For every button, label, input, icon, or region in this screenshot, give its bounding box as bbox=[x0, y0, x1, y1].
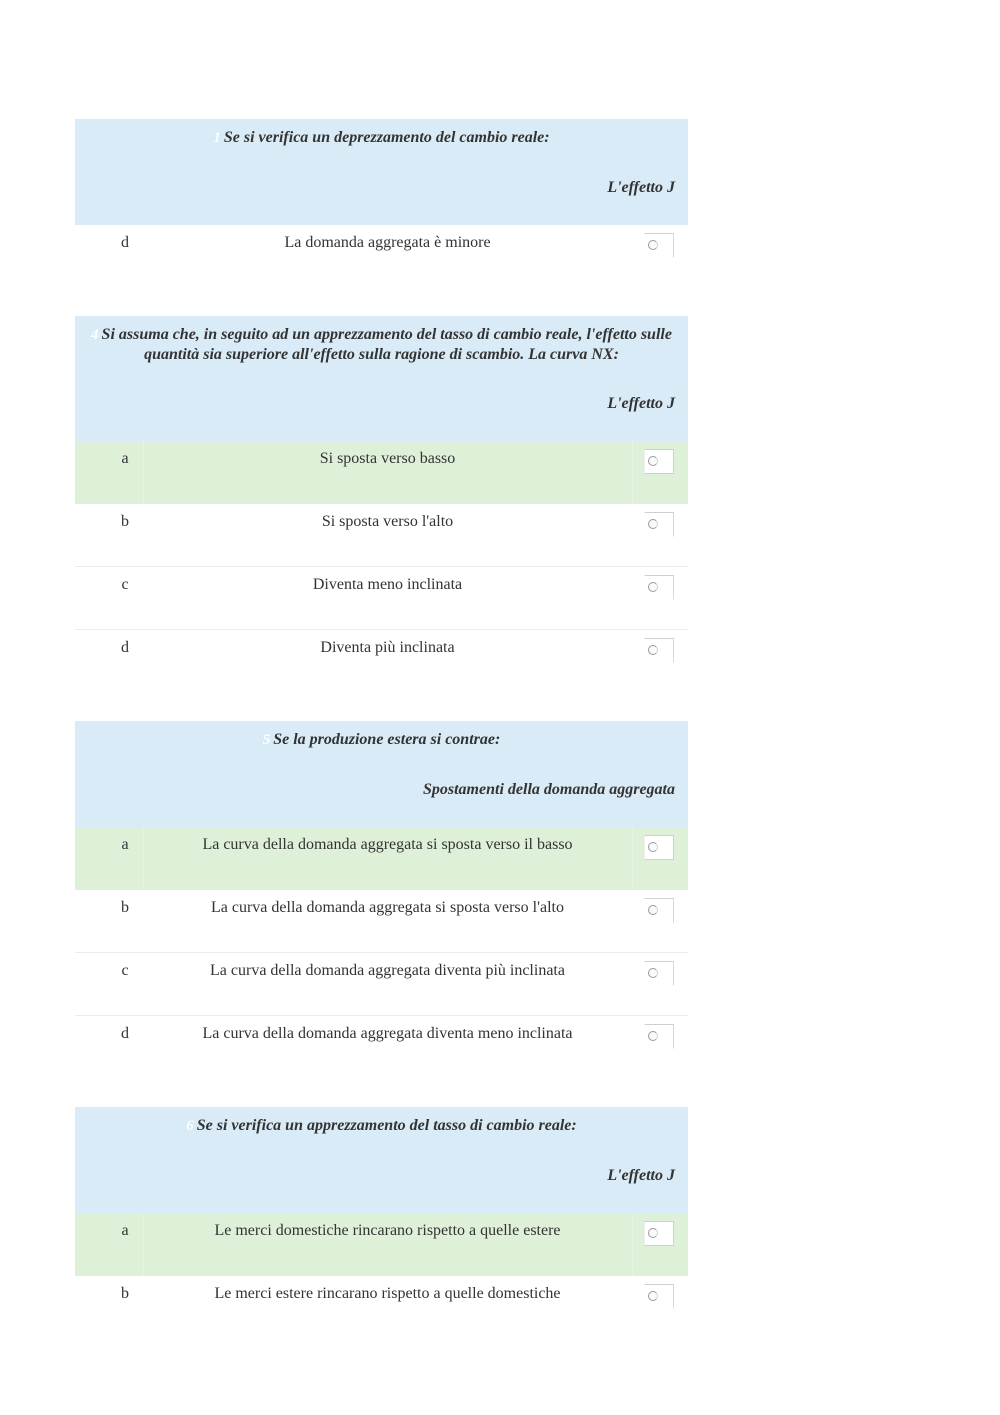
radio-button-icon[interactable] bbox=[648, 1291, 658, 1301]
option-letter: d bbox=[121, 234, 129, 251]
option-radio-box[interactable] bbox=[644, 512, 674, 537]
question-number: 6 bbox=[186, 1118, 194, 1134]
option-text: Diventa più inclinata bbox=[320, 639, 455, 656]
option-text: Si sposta verso basso bbox=[319, 450, 456, 467]
option-row[interactable] bbox=[75, 953, 688, 1016]
option-radio-box[interactable] bbox=[644, 1221, 674, 1246]
option-radio-box[interactable] bbox=[644, 961, 674, 986]
option-text: La domanda aggregata è minore bbox=[284, 234, 491, 251]
option-row[interactable] bbox=[75, 827, 688, 890]
radio-button-icon[interactable] bbox=[648, 1031, 658, 1041]
option-letter: c bbox=[121, 962, 129, 979]
question-header bbox=[75, 1107, 688, 1213]
option-row[interactable] bbox=[75, 441, 688, 504]
question-text: Se si verifica un apprezzamento del tasso di cambio reale: bbox=[196, 1117, 577, 1134]
radio-button-icon[interactable] bbox=[648, 905, 658, 915]
option-row[interactable] bbox=[75, 1016, 688, 1079]
question-block bbox=[75, 1107, 688, 1339]
option-radio-box[interactable] bbox=[644, 638, 674, 663]
radio-button-icon[interactable] bbox=[648, 645, 658, 655]
option-letter: b bbox=[121, 513, 129, 530]
option-radio-box[interactable] bbox=[644, 1284, 674, 1309]
option-letter: d bbox=[121, 1025, 129, 1042]
option-radio-box[interactable] bbox=[644, 233, 674, 258]
option-row[interactable] bbox=[75, 890, 688, 953]
option-text: La curva della domanda aggregata diventa meno inclinata bbox=[202, 1025, 573, 1042]
question-number: 1 bbox=[213, 130, 221, 146]
question-header bbox=[75, 721, 688, 827]
question-text: Se si verifica un deprezzamento del cambio reale: bbox=[223, 129, 550, 146]
radio-button-icon[interactable] bbox=[648, 1228, 658, 1238]
option-letter: a bbox=[121, 1222, 129, 1239]
question-topic: Spostamenti della domanda aggregata bbox=[422, 781, 675, 798]
option-text: La curva della domanda aggregata si sposta verso l'alto bbox=[211, 899, 564, 916]
question-topic: L'effetto J bbox=[607, 1167, 675, 1184]
question-number: 5 bbox=[262, 732, 271, 748]
question-header bbox=[75, 119, 688, 225]
question-header bbox=[75, 316, 688, 441]
question-text-line bbox=[88, 325, 675, 364]
quiz-container bbox=[75, 119, 688, 1367]
option-row[interactable] bbox=[75, 1276, 688, 1339]
option-radio-box[interactable] bbox=[644, 898, 674, 923]
question-block bbox=[75, 316, 688, 693]
option-row[interactable] bbox=[75, 225, 688, 288]
radio-button-icon[interactable] bbox=[648, 240, 658, 250]
option-text: Si sposta verso l'alto bbox=[321, 513, 454, 530]
option-text: Le merci domestiche rincarano rispetto a quelle estere bbox=[214, 1222, 561, 1239]
option-radio-box[interactable] bbox=[644, 1024, 674, 1049]
radio-button-icon[interactable] bbox=[648, 582, 658, 592]
option-row[interactable] bbox=[75, 1213, 688, 1276]
option-row[interactable] bbox=[75, 504, 688, 567]
option-letter: c bbox=[121, 576, 129, 593]
question-number: 4 bbox=[91, 327, 99, 343]
option-radio-box[interactable] bbox=[644, 575, 674, 600]
option-row[interactable] bbox=[75, 567, 688, 630]
question-topic: L'effetto J bbox=[607, 395, 675, 412]
option-letter: a bbox=[121, 450, 129, 467]
option-text: Diventa meno inclinata bbox=[312, 576, 463, 593]
radio-button-icon[interactable] bbox=[648, 456, 658, 466]
option-text: La curva della domanda aggregata diventa più inclinata bbox=[210, 962, 565, 979]
option-radio-box[interactable] bbox=[644, 835, 674, 860]
option-row[interactable] bbox=[75, 630, 688, 693]
radio-button-icon[interactable] bbox=[648, 519, 658, 529]
question-topic: L'effetto J bbox=[607, 179, 675, 196]
option-radio-box[interactable] bbox=[644, 449, 674, 474]
option-text: La curva della domanda aggregata si sposta verso il basso bbox=[202, 836, 573, 853]
option-letter: a bbox=[121, 836, 129, 853]
option-letter: b bbox=[121, 1285, 129, 1302]
option-letter: b bbox=[121, 899, 129, 916]
question-text: Se la produzione estera si contrae: bbox=[273, 731, 501, 748]
question-text-line bbox=[88, 730, 675, 750]
radio-button-icon[interactable] bbox=[648, 842, 658, 852]
option-letter: d bbox=[121, 639, 129, 656]
radio-button-icon[interactable] bbox=[648, 968, 658, 978]
question-text: Si assuma che, in seguito ad un apprezzamento del tasso di cambio reale, l'effetto sulle quantità sia superiore all'effetto sulla ragione di scambio. La curva NX: bbox=[101, 326, 672, 363]
question-block bbox=[75, 119, 688, 288]
option-text: Le merci estere rincarano rispetto a quelle domestiche bbox=[214, 1285, 561, 1302]
question-block bbox=[75, 721, 688, 1079]
question-text-line bbox=[88, 128, 675, 148]
question-text-line bbox=[88, 1116, 675, 1136]
